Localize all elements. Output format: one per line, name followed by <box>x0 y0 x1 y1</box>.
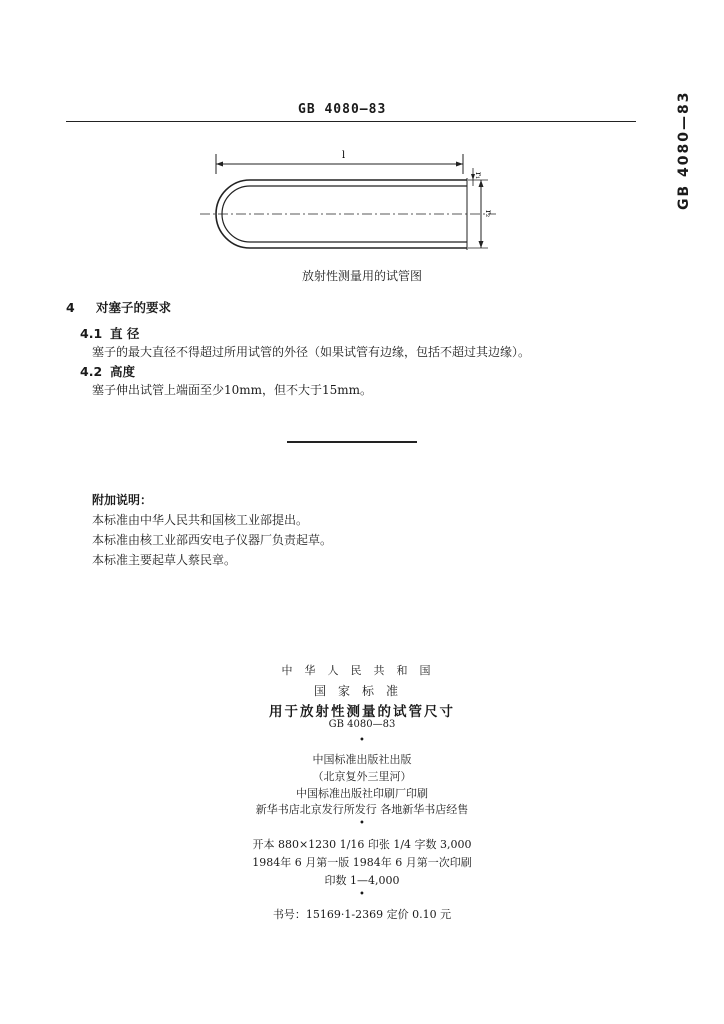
subsection-4-1-number: 4.1 <box>80 326 103 341</box>
dim-arrow-left <box>216 162 223 167</box>
dim-length-label: l <box>342 150 346 161</box>
colophon-print-run: 印数 1—4,000 <box>324 874 400 887</box>
colophon-bullet: • <box>359 889 365 900</box>
dim-wall-label: r₁ <box>474 172 483 180</box>
colophon-title: 用于放射性测量的试管尺寸 <box>269 704 455 720</box>
colophon-format: 开本 880×1230 1/16 印张 1/4 字数 3,000 <box>252 838 472 851</box>
colophon-bullet: • <box>359 818 365 829</box>
side-standard-code: GB 4080—83 <box>676 90 692 210</box>
colophon-code: GB 4080—83 <box>328 719 396 730</box>
colophon-country: 中华人民共和国 <box>281 664 443 677</box>
subsection-4-2-title: 高度 <box>110 364 136 379</box>
notes-heading: 附加说明： <box>92 493 153 507</box>
subsection-4-2-text: 塞子伸出试管上端面至少10mm，但不大于15mm。 <box>92 383 373 397</box>
colophon-edition: 1984年 6 月第一版 1984年 6 月第一次印刷 <box>252 856 472 869</box>
subsection-4-1-text: 塞子的最大直径不得超过所用试管的外径（如果试管有边缘，包括不超过其边缘）。 <box>92 345 531 359</box>
header-standard-code: GB 4080—83 <box>298 102 387 117</box>
section-4-title: 对塞子的要求 <box>96 300 172 315</box>
section-4-heading <box>66 298 171 316</box>
section-4-number: 4 <box>66 300 75 315</box>
notes-line: 本标准主要起草人蔡民章。 <box>92 553 237 567</box>
colophon-book-number: 书号：15169·1-2369 定价 0.10 元 <box>272 908 452 921</box>
colophon-distributor: 新华书店北京发行所发行 各地新华书店经售 <box>255 803 469 816</box>
dim-diameter-label: r₂ <box>484 210 493 218</box>
subsection-4-2-heading <box>80 362 135 380</box>
subsection-4-2-number: 4.2 <box>80 364 103 379</box>
section-divider <box>287 441 417 443</box>
colophon-bullet: • <box>359 735 365 746</box>
additional-notes <box>92 490 332 570</box>
notes-line: 本标准由核工业部西安电子仪器厂负责起草。 <box>92 533 333 547</box>
header-rule <box>66 121 636 122</box>
dim-arrow-right <box>456 162 463 167</box>
notes-line: 本标准由中华人民共和国核工业部提出。 <box>92 513 309 527</box>
colophon-printer: 中国标准出版社印刷厂印刷 <box>296 787 428 800</box>
colophon-publisher: 中国标准出版社出版 <box>312 753 412 766</box>
colophon-standard-type: 国家标准 <box>313 684 410 698</box>
subsection-4-1-title: 直 径 <box>110 326 140 341</box>
test-tube-diagram <box>196 140 516 265</box>
colophon-address: （北京复外三里河） <box>312 770 412 783</box>
figure-caption: 放射性测量用的试管图 <box>301 269 422 283</box>
subsection-4-1-heading <box>80 324 139 342</box>
